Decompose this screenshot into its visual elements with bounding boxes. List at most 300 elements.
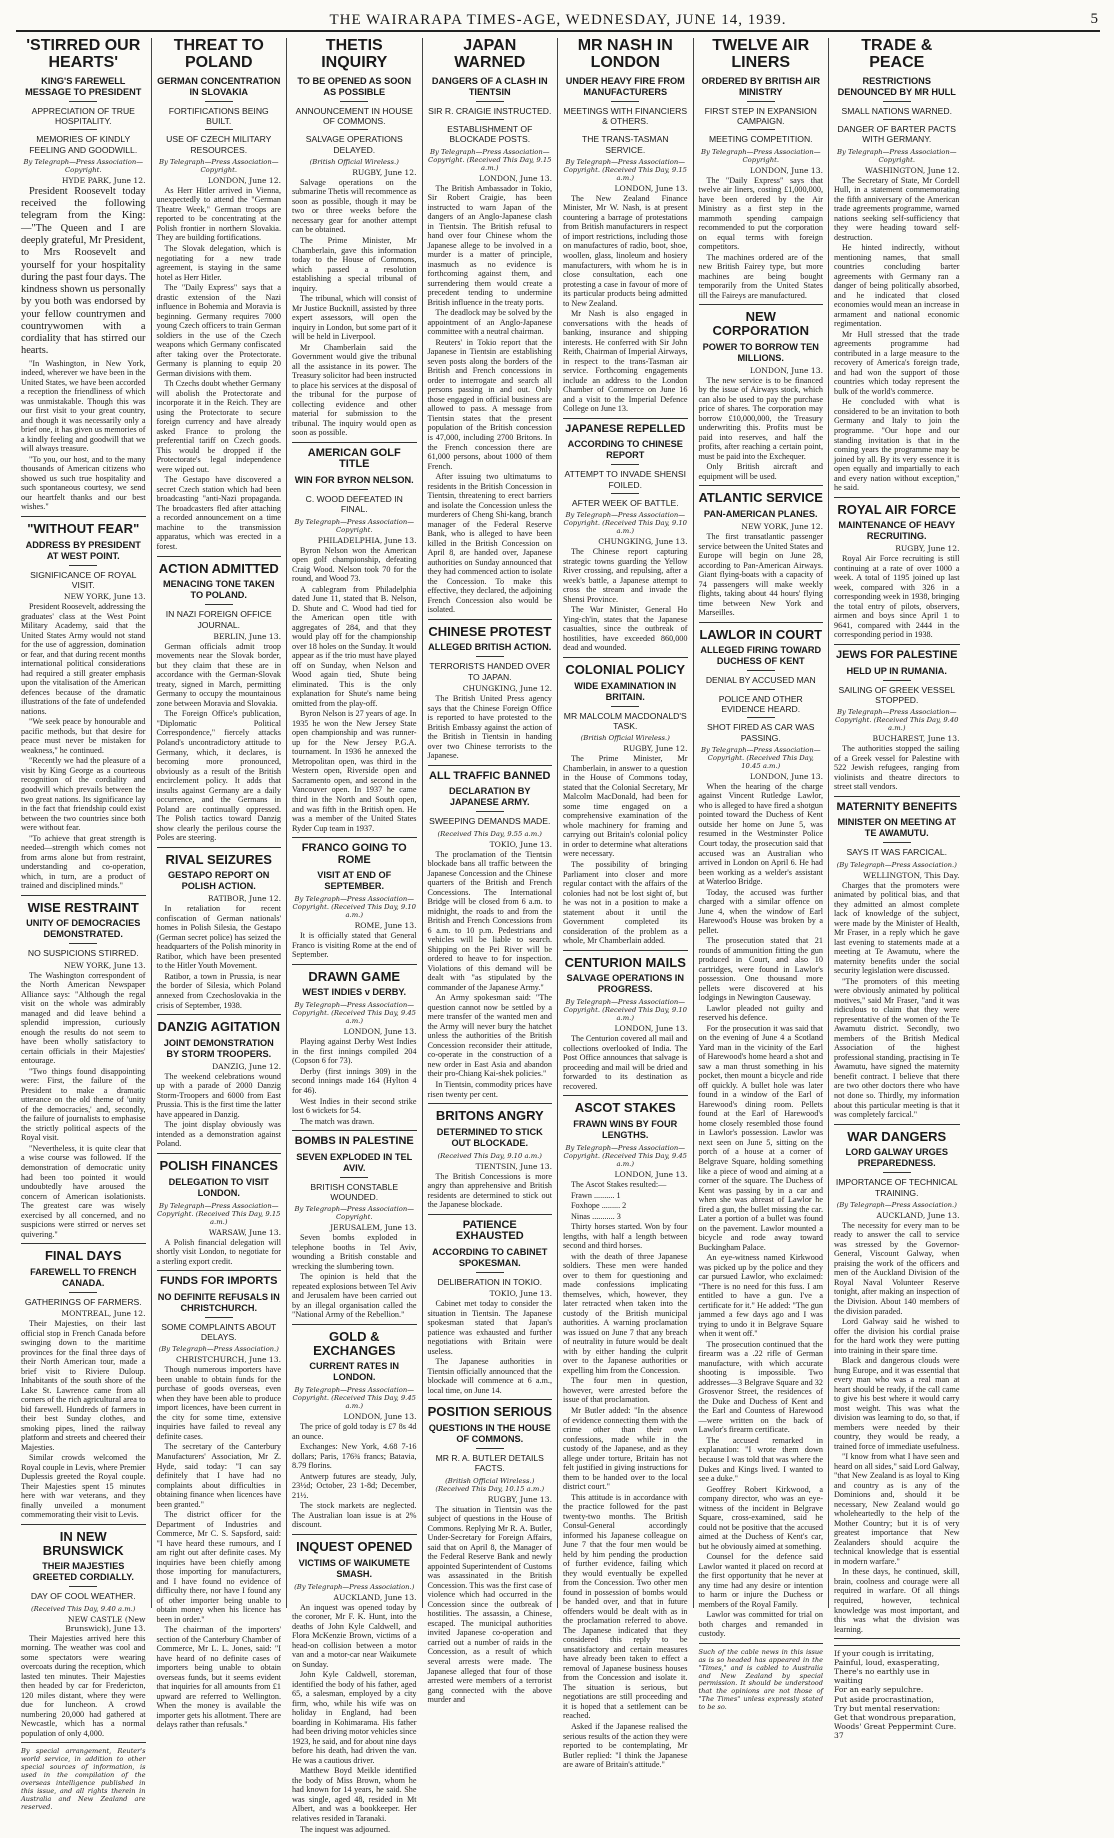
article-subheading: WIN FOR BYRON NELSON.	[294, 474, 414, 485]
article-paragraph: Byron Nelson won the American open golf championship, defeating Craig Wood. Nelson took 70 for the round, and Wood 73.	[292, 545, 417, 584]
article-subheading: UNDER HEAVY FIRE FROM MANUFACTURERS	[565, 75, 685, 97]
masthead	[16, 10, 1100, 32]
article-headline: LAWLOR IN COURT	[699, 626, 823, 642]
article-dateline: ROME, June 13.	[354, 921, 417, 931]
article-paragraph: The authorities stopped the sailing of a Greek vessel for Palestine with 522 Jewish refugees, ranging from violinists and theatre directors to street stall vendors.	[834, 744, 960, 792]
article-body	[428, 1299, 553, 1395]
article-credit: (By Telegraph—Press Association.)	[294, 1582, 415, 1591]
article-paragraph: The "Daily Express" says that twelve air liners, costing £1,000,000, have been ordered by the Air Ministry as a first step in the mammoth spending campaign recommended to put the corporation on equal terms with foreign competitors.	[698, 175, 823, 252]
article-paragraph: "Two things found disappointing were: First, the failure of the President to make a dramatic utterance on the old theme of 'unity of the democracies,' and, secondly, the failure of journalists to emphasise the strictly political aspects of the Royal visit.	[21, 1066, 146, 1143]
article-subheading: QUESTIONS IN THE HOUSE OF COMMONS.	[428, 1423, 551, 1445]
article-body	[563, 754, 688, 945]
article-paragraph: Playing against Derby West Indies in the first innings compiled 204 (Copson 6 for 73).	[292, 1037, 417, 1066]
article-body	[428, 850, 553, 1099]
article-paragraph: The British United Press agency says that the Chinese Foreign Office is reported to have protested to the British Embassy against the action of the British in Tientsin in handing over two Chinese terrorists to the Japanese.	[427, 694, 552, 761]
divider-rule	[476, 1272, 504, 1273]
article-paragraph: Black and dangerous clouds were hung Europe, and it was essential that every man who was a real man at heart should be ready, if the call came to give his best where it would carry most weight. This was what the division was learning to do, so that, if members were needed by their country, they would be ready, a trained force of immediate usefulness.	[834, 1356, 960, 1451]
article-paragraph: Lawlor pleaded not guilty and reserved his defence.	[698, 1003, 823, 1023]
divider-rule	[611, 706, 639, 707]
masthead-title: THE WAIRARAPA TIMES-AGE, WEDNESDAY, JUNE 14, 1939.	[329, 11, 787, 28]
divider-rule	[340, 129, 368, 130]
article-body	[699, 782, 824, 1639]
article-credit: By Telegraph—Press Association—Copyright.	[836, 147, 957, 164]
divider-rule	[883, 842, 911, 843]
article-headline: NEW CORPORATION	[712, 309, 810, 338]
article-paragraph: The four men in question, however, were arrested before the issue of that proclamation.	[563, 1376, 688, 1405]
article-paragraph: The match was drawn.	[300, 1116, 375, 1126]
article-paragraph: As Herr Hitler arrived in Vienna, unexpectedly to attend the "German Theatre Week," German troops are reported to be concentrating at the Polish frontier in northern Slovakia. They are building fortifications.	[156, 185, 281, 243]
article-headline: FUNDS FOR IMPORTS	[160, 1275, 278, 1288]
article-credit: By Telegraph—Press Association—Copyright. (Received This Day, 9.15 a.m.)	[563, 157, 687, 182]
article-headline: COLONIAL POLICY	[565, 661, 686, 677]
article-body	[563, 194, 688, 414]
article-subheading: KING'S FAREWELL MESSAGE TO PRESIDENT	[25, 75, 142, 97]
article-paragraph: Mr Hull stressed that the trade agreements programme had contributed in a large measure to the recovery of America's foreign trade, and had won the support of those countries which today represent the bulk of the world's commerce.	[834, 329, 960, 396]
article	[428, 1405, 553, 1708]
article-paragraph: An Army spokesman said: "The question cannot now be settled by a mere transfer of the wanted men and the Army will never bury the hatchet unless the authorities of the British Concession reconsider their attitude, co-operate in the construction of a new order in East Asia and abandon their pro-Chiang Kai-shek policies."	[427, 993, 552, 1079]
article-credit: By Telegraph—Press Association—Copyright.	[23, 157, 144, 174]
article-credit: By Telegraph—Press Association—Copyright.	[700, 147, 821, 164]
article-subheading: DECLARATION BY JAPANESE ARMY.	[449, 786, 531, 808]
article-paragraph: The joint display obviously was intended as a demonstration against Poland.	[156, 1120, 281, 1149]
article-body	[834, 744, 960, 792]
article-paragraph: "Nevertheless, it is quite clear that a wise course was followed. If the demonstration of democratic unity had been too pointed it would undoubtedly have aroused the concern of American isolationists. The greatest care was wisely exercised by all concerned, and no suspicions were stirred or nerves set quivering."	[21, 1143, 146, 1239]
article-paragraph: The district officer for the Department of Industries and Commerce, Mr C. S. Sapsford, said: "I have heard these rumours, and I am right out after definite cases. My inquiries have been chiefly among those importing for manufacturers, and I have found no evidence of difficulty there, nor have I found any of other importer being unable to obtain money when his licence has been in order."	[156, 1510, 281, 1624]
article-body	[699, 532, 824, 618]
article-paragraph: Similar crowds welcomed the Royal couple in Levis, where Premier Duplessis greeted the Royal couple. Their Majesties spent 15 minutes here with war veterans, and they finally unveiled a monument commemorating their visit to Levis.	[21, 1453, 146, 1520]
article-paragraph: The Gestapo have discovered a secret Czech station which had been broadcasting "anti-Nazi propaganda. The broadcasters fled after attaching a recorded announcement on a time machine to the transmission apparatus, which was erected in a forest.	[156, 475, 281, 551]
article-credit: By Telegraph—Press Association—Copyright. (Received This Day, 9.15 a.m.)	[157, 1201, 281, 1226]
article-paragraph: Seven bombs exploded in telephone booths in Tel Aviv, wounding a British constable and wrecking the slumbering town.	[292, 1233, 417, 1271]
article-headline: THETIS INQUIRY	[321, 37, 388, 71]
article-paragraph: West Indies in their second strike lost 6 wickets for 54.	[292, 1096, 417, 1116]
article-subheading: POWER TO BORROW TEN MILLIONS.	[702, 341, 819, 363]
article-headline: IN NEW BRUNSWICK	[42, 1528, 124, 1558]
article-subheading: VICTIMS OF WAIKUMETE SMASH.	[298, 1557, 410, 1579]
article-paragraph: Ratibor, a town in Prussia, is near the border of Silesia, which Poland annexed from Czechoslovakia in the crisis of September, 1938.	[156, 971, 281, 1010]
article-subheading: ORDERED BY BRITISH AIR MINISTRY	[701, 75, 820, 97]
article-subheading: JOINT DEMONSTRATION BY STORM TROOPERS.	[163, 1037, 274, 1059]
article-body	[21, 186, 146, 512]
article-headline: THREAT TO POLAND	[173, 37, 264, 71]
article-paragraph: The situation in Tientsin was the subject of questions in the House of Commons. Replying Mr R. A. Butler, Under-Secretary for Foreign Affairs, said that on April 8, the Manager of the Federal Reserve Bank and newly appointed Superintendent of Customs was assassinated in the British Concession. This was the first case of violence which had occurred in the Concession since the outbreak of hostilities. The assassin, a Chinese, escaped. The municipal authorities invited Japanese co-operation and carried out a number of raids in the Concession, as a result of which several arrests were made. The Japanese alleged that four of those arrested were members of a terrorist gang connected with the above murder and	[427, 1504, 552, 1705]
article-paragraph: Exchanges: New York, 4.68 7-16 dollars; Paris, 176¾ francs; Batavia, 8.79 florins.	[292, 1442, 417, 1471]
article-paragraph: The Foreign Office's publication, "Diplomatic Political Correspondence," fiercely attacks Poland's uncontradictory attitude to Germany, which, it declares, is becoming more pronounced, obviously as a result of the British encirclement policy. It adds that insults against Germany are a daily occurrence, and the Germans in Poland are continually oppressed. The Polish tactics toward Danzig show clearly the perilous course the Poles are steering.	[156, 709, 281, 843]
column-7	[829, 37, 965, 1741]
article-dateline: TOKIO, June 13.	[489, 1289, 552, 1299]
article-paragraph: John Kyle Caldwell, storeman, identified the body of his father, aged 65, a salesman, employed by a city firm, who, while his wife was on holiday in England, had been boarding in Kohimarama. His father had been driving motor vehicles since 1923, he said, and for about nine days before his death, had driven the van. He was a cautious driver.	[292, 1670, 417, 1765]
article-headline: ACTION ADMITTED	[158, 560, 279, 576]
article-dateline: LONDON, June 13.	[614, 183, 688, 193]
article-paragraph: The first transatlantic passenger service between the United States and Europe will begin on June 28, according to Pan-American Airways. Giant flying-boats with a capacity of 74 passengers will make weekly flights, taking about 44 hours' flying time between New York and Marseilles.	[698, 531, 823, 618]
column-2	[152, 37, 288, 1730]
divider-rule	[340, 1177, 368, 1178]
article-dateline: LONDON, June 13.	[749, 365, 823, 375]
divider-rule	[69, 565, 97, 566]
article-subheading: DAY OF COOL WEATHER.	[30, 1591, 136, 1602]
article-subheading: LORD GALWAY URGES PREPAREDNESS.	[845, 1147, 949, 1169]
article-credit: By Telegraph—Press Association—Copyright. (Received This Day, 9.10 a.m.)	[563, 998, 687, 1023]
article-headline: FINAL DAYS	[44, 1248, 122, 1264]
article-credit: By Telegraph—Press Association—Copyright. (Received This Day, 9.45 a.m.)	[563, 1144, 687, 1169]
article	[563, 663, 688, 951]
article-credit: (British Official Wireless.)	[580, 734, 670, 743]
article-body	[21, 1319, 146, 1520]
divider-rule	[69, 129, 97, 130]
article-headline: ASCOT STAKES	[574, 1100, 676, 1116]
article-credit: (By Telegraph—Press Association.)	[158, 1345, 279, 1354]
article-paragraph: The Slovak delegation, which is negotiating for a new trade agreement, is staying in the same hotel as Herr Hitler.	[156, 244, 281, 282]
article-subheading: GESTAPO REPORT ON POLISH ACTION.	[168, 870, 270, 892]
article	[21, 1530, 146, 1743]
article-subheading: ACCORDING TO CABINET SPOKESMAN.	[432, 1246, 548, 1268]
article-paragraph: The tribunal, which will consist of Mr Justice Bucknill, assisted by three expert assessors, will open the inquiry in London, but some part of it will be held in Liverpool.	[292, 294, 417, 342]
article-subheading: ALLEGED BRITISH ACTION.	[428, 642, 552, 653]
article-body	[563, 1034, 688, 1091]
article	[428, 1220, 553, 1401]
article-paragraph: The weekend celebrations wound up with a parade of 2000 Danzig Storm-Troopers and 6000 from East Prussia. This is the first time the latter have appeared in Danzig.	[156, 1071, 281, 1119]
column-3	[287, 37, 423, 1834]
article-headline: GOLD & EXCHANGES	[313, 1328, 396, 1358]
article-paragraph: President Roosevelt, addressing the graduates' class at the West Point Military Academy, said that the United States Army would not stand for the use of aggression, domination or fear, and that during recent months international political considerations had required a still greater emphasis upon the vitalisation of the American defences because of the dramatic illustrations of the fate of undefended nations.	[21, 602, 146, 716]
article-paragraph: Their Majesties arrived here this morning. The weather was cool and some spectators were wearing overcoats during the reception, which lasted ten minutes. Their Majesties then headed by car for Fredericton, 120 miles distant, where they were due for luncheon. A crowd numbering 20,000 had gathered at Newcastle, which has a normal population of only 4,000.	[21, 1633, 146, 1738]
article-body	[292, 546, 417, 833]
article-body	[428, 1172, 553, 1210]
article	[292, 970, 417, 1131]
divider-rule	[476, 656, 504, 657]
article-credit: By Telegraph—Press Association—Copyright. (Received This Day, 9.10 a.m.)	[292, 895, 416, 920]
article-paragraph: The machines ordered are of the new British Fairey type, but more machines are being bought temporarily from the United States till the Faireys are manufactured.	[698, 252, 823, 300]
article-dateline: AUCKLAND, June 13.	[333, 1592, 417, 1602]
article-paragraph: Frawn .......... 1	[571, 1190, 621, 1200]
article-subheading: APPRECIATION OF TRUE HOSPITALITY.	[31, 105, 135, 126]
article-subheading: SEVEN EXPLODED IN TEL AVIV.	[296, 1151, 413, 1173]
article	[834, 650, 960, 797]
article	[428, 625, 553, 766]
article-dateline: MONTREAL, June 12.	[61, 1309, 146, 1319]
article-headline: AMERICAN GOLF TITLE	[307, 446, 401, 471]
article-headline: MATERNITY BENEFITS	[836, 800, 958, 813]
article-paragraph: The necessity for every man to be ready to answer the call to service was stressed by the Governor-General, Viscount Galway, when praising the work of the officers and men of the Auckland Division of the Royal Naval Volunteer Reserve tonight, after making an inspection of the Division. About 140 members of the division paraded.	[834, 1220, 960, 1316]
article-body	[428, 1505, 553, 1705]
divider-rule	[747, 129, 775, 130]
article-credit: (Received This Day, 9.55 a.m.)	[437, 829, 542, 838]
article-subheading: ANNOUNCEMENT IN HOUSE OF COMMONS.	[295, 105, 413, 126]
article-subheading: WEST INDIES v DERBY.	[302, 987, 407, 998]
article-subheading: MEETINGS WITH FINANCIERS & OTHERS.	[563, 105, 688, 126]
article-body	[21, 971, 146, 1239]
article-credit: By Telegraph—Press Association—Copyright. (Received This Day, 9.45 a.m.)	[292, 1001, 416, 1026]
article-dateline: JERUSALEM, June 13.	[330, 1223, 417, 1233]
article-subheading: RESTRICTIONS DENOUNCED BY MR HULL	[837, 75, 956, 97]
column-footnote: By special arrangement, Reuter's world service, in addition to other special sources of information, is used in the compilation of the overseas intelligence published in this issue, and all rights therein in Australia and New Zealand are reserved.	[21, 1747, 146, 1811]
article-subheading: MENACING TONE TAKEN TO POLAND.	[163, 579, 275, 601]
article-paragraph: "In Washington, in New York, indeed, wherever we have been in the United States, we have been accorded a reception the friendliness of which was unmistakable. Though this was our first visit to your great country, and though it was necessarily only a brief one, it has given us memories of a kindly feeling and goodwill that we will always treasure.	[21, 358, 146, 454]
divider-rule	[205, 604, 233, 605]
article-body	[292, 1422, 417, 1530]
article-paragraph: The Washington correspondent of the North American Newspaper Alliance says: "Although the regal visit on the whole was admirably managed and did leave behind a splendid impression, curiously enough the results do not seem to have been wholly satisfactory to certain officials in their Majesties' entourage.	[21, 970, 146, 1066]
article	[292, 448, 417, 838]
article-body	[157, 904, 282, 1010]
article-dateline: RUGBY, June 12.	[895, 544, 960, 554]
article-paragraph: The Secretary of State, Mr Cordell Hull, in a statement commemorating the fifth anniversary of the American trade agreements programme, warned nations seeking self-sufficiency that they were heading toward self-destruction.	[834, 175, 960, 242]
article-subheading: POLICE AND OTHER EVIDENCE HEARD.	[718, 693, 803, 714]
article-body	[834, 881, 960, 1120]
article-paragraph: Cabinet met today to consider the situation in Tientsin. The Japanese spokesman stated that Japan's patience was exhausted and further negotiations with Britain were useless.	[427, 1299, 552, 1356]
divider-rule	[747, 689, 775, 690]
article-paragraph: Mr Butler added: "In the absence of evidence connecting them with the crime other than their own confessions, made while in the custody of the Japanese, and as they allege under torture, Britain has not felt justified in giving instructions for them to be handed over to the local district court."	[563, 1405, 688, 1492]
article-paragraph: The "Daily Express" says that a drastic extension of the Nazi influence in Bohemia and Moravia is beginning. Germany requires 7000 young Czech officers to train German soldiers in the use of the Czech weapons which Germany confiscated after taking over the Protectorate. Germany is planning to equip 20 German divisions with them.	[156, 283, 281, 378]
article-dateline: NEW YORK, June 13.	[63, 592, 146, 602]
article-subheading: SALVAGE OPERATIONS DELAYED.	[305, 134, 403, 155]
column-4	[423, 37, 559, 1705]
article-subheading: SAILING OF GREEK VESSEL STOPPED.	[838, 684, 956, 705]
article-headline: "WITHOUT FEAR"	[27, 520, 140, 536]
divider-rule	[69, 1292, 97, 1293]
article-headline: CHINESE PROTEST	[428, 623, 552, 639]
article-credit: By Telegraph—Press Association—Copyright. (Received This Day, 9.40 a.m.)	[835, 708, 959, 733]
article-subheading: TERRORISTS HANDED OVER TO JAPAN.	[429, 661, 551, 682]
article	[292, 1540, 417, 1838]
article	[563, 1101, 688, 1773]
article-dateline: LONDON, June 13.	[343, 1027, 417, 1037]
article-subheading: SALVAGE OPERATIONS IN PROGRESS.	[566, 973, 684, 995]
article-dateline: RATIBOR, June 12.	[207, 894, 281, 904]
divider-rule	[205, 129, 233, 130]
verse-line: Put aside procrastination,	[834, 1694, 934, 1704]
article-paragraph: The price of gold today is £7 8s 4d an ounce.	[292, 1422, 417, 1441]
article-credit: By Telegraph—Press Association—Copyright. (Received This Day, 10.45 a.m.)	[700, 745, 821, 770]
article-subheading: BRITISH CONSTABLE WOUNDED.	[310, 1181, 399, 1202]
article-paragraph: The Centurion covered all mail and collections overlooked of India. The Post Office announces that salvage is proceeding and mail will be dried and forwarded to its destination as recovered.	[563, 1034, 688, 1091]
article-subheading: DETERMINED TO STICK OUT BLOCKADE.	[436, 1126, 543, 1148]
article-headline: PATIENCE EXHAUSTED	[455, 1218, 524, 1243]
article-subheading: SIGNIFICANCE OF ROYAL VISIT.	[30, 569, 137, 590]
article-credit: (By Telegraph—Press Association.)	[836, 1200, 957, 1209]
article	[428, 38, 553, 620]
article	[834, 38, 960, 498]
article-subheading: CURRENT RATES IN LONDON.	[309, 1361, 400, 1383]
article-dateline: NEW CASTLE (New Brunswick), June 13.	[65, 1614, 146, 1633]
article	[834, 1130, 960, 1640]
article	[292, 38, 417, 443]
article-body	[157, 1365, 282, 1730]
divider-rule	[611, 101, 639, 102]
article-subheading: USE OF CZECH MILITARY RESOURCES.	[166, 134, 272, 155]
article-body	[157, 642, 282, 843]
article-credit: (British Official Wireless.) (Received This Day, 10.15 a.m.)	[435, 1476, 545, 1493]
article-paragraph: Their Majesties, on their last official stop in French Canada before swinging down to the maritime provinces for the final three days of their North American tour, made a brief visit to Riviere Duloup. Inhabitants of the south shore of the Lake St. Lawrence came from all corners of the rich agricultural area to bid farewell. Hundreds of farmers in their best Sunday clothes, and smoking pipes, lined the railway platform and streets and cheered their Majesties.	[21, 1319, 146, 1452]
article-body	[428, 694, 553, 761]
article-headline: JAPAN WARNED	[454, 37, 526, 71]
article-paragraph: A Polish financial delegation will shortly visit London, to negotiate for a sterling export credit.	[156, 1237, 281, 1266]
article-subheading: FRAWN WINS BY FOUR LENGTHS.	[573, 1119, 678, 1141]
article-headline: TWELVE AIR LINERS	[712, 37, 810, 71]
article-subheading: GERMAN CONCENTRATION IN SLOVAKIA	[157, 75, 281, 97]
article-paragraph: Lord Galway said he wished to offer the division his cordial praise for the hard work they were putting into training in their spare time.	[834, 1317, 960, 1355]
article-paragraph: Charges that the promoters were animated by political bias, and that they admitted an almost complete lack of knowledge of the subject, were made by the Minister of Health, Mr Fraser, in a reply which he gave last evening to statements made at a meeting at Te Awamutu, where the maternity benefits under the social security legislation were discussed.	[834, 880, 960, 976]
article-subheading: DANGERS OF A CLASH IN TIENTSIN	[431, 75, 548, 97]
article-subheading: DELIBERATION IN TOKIO.	[437, 1276, 543, 1287]
article-subheading: THEIR MAJESTIES GREETED CORDIALLY.	[32, 1561, 134, 1583]
divider-rule	[69, 1586, 97, 1587]
article-dateline: DANZIG, June 12.	[212, 1061, 281, 1071]
article-headline: WISE RESTRAINT	[27, 899, 139, 915]
article-subheading: SHOT FIRED AS CAR WAS PASSING.	[707, 722, 815, 743]
article-paragraph: The Prime Minister, Mr Chamberlain, in answer to a question in the House of Commons today, stated that the Colonial Secretary, Mr Malcolm MacDonald, had been for some time engaged on a comprehensive examination of the whole machinery for framing and carrying out Britain's colonial policy in order to determine what alterations were necessary.	[563, 754, 688, 859]
article-dateline: CHUNGKING, June 13.	[598, 537, 688, 547]
article	[563, 38, 688, 419]
article-subheading: ADDRESS BY PRESIDENT AT WEST POINT.	[25, 539, 141, 561]
article-headline: ALL TRAFFIC BANNED	[429, 769, 551, 782]
article	[699, 38, 824, 305]
article-credit: By Telegraph—Press Association—Copyright.	[294, 1205, 415, 1222]
article-paragraph: The secretary of the Canterbury Manufacturers' Association, Mr Z. Hyde, said today: "I can say definitely that I have had no complaints about difficulties in obtaining finance when licences have been granted."	[156, 1442, 281, 1509]
article-subheading: NO DEFINITE REFUSALS IN CHRISTCHURCH.	[157, 1291, 280, 1313]
article-paragraph: Mr Chamberlain said the Government would give the tribunal all the assistance in its power. The Treasury solicitor had been instructed to place his services at the disposal of the tribunal for the purpose of collecting evidence and other material for submission to the tribunal. The inquiry would open as soon as possible.	[292, 342, 417, 438]
article-paragraph: An inquest was opened today by the coroner, Mr F. K. Hunt, into the deaths of John Kyle Caldwell, and Flora McKenzie Brown, victims of a head-on collision between a motor van and a motor-car near Waikumete on Sunday.	[292, 1602, 417, 1669]
article-headline: MR NASH IN LONDON	[577, 37, 673, 71]
advertisement-verse	[834, 1645, 960, 1740]
divider-rule	[340, 489, 368, 490]
article-paragraph: The War Minister, General Ho Ying-ch'in, states that the Japanese casualties, since the outbreak of hostilities, have exceeded 860,000 dead and wounded.	[563, 605, 688, 653]
verse-line: Try but mental reservation:	[834, 1703, 941, 1713]
article-credit: By Telegraph—Press Association—Copyright. (Received This Day, 9.10 a.m.)	[563, 511, 687, 536]
article-subheading: DELEGATION TO VISIT LONDON.	[168, 1176, 269, 1198]
article-headline: ROYAL AIR FORCE	[837, 501, 957, 517]
article-subheading: HELD UP IN RUMANIA.	[846, 665, 947, 676]
article-subheading: C. WOOD DEFEATED IN FINAL.	[305, 493, 403, 515]
article-headline: ATLANTIC SERVICE	[698, 490, 823, 506]
article-paragraph: For the prosecution it was said that on the evening of June 4 a Scotland Yard man in the vicinity of the Earl of Harewood's home heard a shot and saw a man thrust something in his pocket, then mount a bicycle and ride off quickly. A bullet hole was later found in a window of the Earl of Harewood's dining room. Pellets found at the Earl of Harewood's home closely resembled those found in Lawlor's possession. Lawlor was next seen on June 5, sitting on the porch of a house at a corner of Belgrave Square, holding something like a piece of wood and aiming at a corner of the square. The Duchess of Kent was passing by in a car and when she was abreast of Lawlor he fired a gun, the bullet missing the car. Later a portion of a bullet was found on the pavement. Lawlor mounted a bicycle and rode away toward Buckingham Palace.	[698, 1023, 823, 1252]
article-paragraph: The British Ambassador in Tokio, Sir Robert Craigie, has been instructed to warn Japan of the dangers of an Anglo-Japanese clash in Tientsin. The British refusal to hand over four Chinese whom the Japanese allege to be involved in a murder is a matter of principle, inasmuch as no evidence is forthcoming against them, and surrendering them would create a precedent tending to undermine British influence in the treaty ports.	[427, 183, 552, 307]
article-paragraph: "I know from what I have seen and heard on all sides," said Lord Galway, "that New Zealand is as loyal to King and country as is any of the Dominions and, should it be necessary, New Zealand would go wholeheartedly to the help of the Mother Country; but it is of very greatest importance that New Zealanders should acquire the technical knowledge that is essential in modern warfare."	[834, 1452, 960, 1566]
column-footnote: Such of the cable news in this issue as is so headed has appeared in the "Times," and is cabled to Australia and New Zealand by special permission. It should be understood that the opinions are not those of "The Times" unless expressly stated to be so.	[698, 1647, 823, 1712]
article-paragraph: The proclamation of the Tientsin blockade bans all traffic between the Japanese Concession and the Chinese quarters of the British and French Concessions. The International Bridge will be closed from 6 a.m. to midnight, the roads to and from the British and French Concessions from 6 a.m. to 10 p.m. Pedestrians and vehicles will be liable to search. Shipping on the Pei River will be ordered to heave to for inspection. Violations of this demand will be dealt with "as stipulated by the commander of the Japanese Army."	[427, 849, 552, 992]
article-dateline: LONDON, June 12.	[207, 175, 281, 185]
article-credit: (British Official Wireless.)	[309, 157, 399, 166]
article	[157, 1159, 282, 1271]
divider-rule	[747, 101, 775, 102]
article-paragraph: Th Czechs doubt whether Germany will abolish the Protectorate and incorporate it in the Reich. They are using the Protectorate to secure foreign currency and have already asked France to prolong the preferential tariff on Czech goods. This would be dropped if the Protectorate's legal independence were wiped out.	[156, 379, 281, 474]
verse-line: If your cough is irritating,	[834, 1649, 934, 1659]
article-paragraph: An eye-witness named Kirkwood was picked up by the police and they car pursued Lawlor, who exclaimed: "There is no need for this fuss. I am entitled to have a gun. I've a certificate for it." He added: "The gun jammed a few days ago and I was trying to undo it in Belgrave Square when it went off."	[698, 1253, 823, 1339]
article-subheading: IN NAZI FOREIGN OFFICE JOURNAL.	[165, 609, 272, 630]
article-paragraph: A cablegram from Philadelphia dated June 11, stated that B. Nelson, D. Shute and C. Wood had tied for the American open title with aggregates of 284, and that they would play off for the championship over 18 holes on the Sunday. It would appear as if the trio must have played off on Sunday, when Nelson and Wood again tied, Shute being eliminated. This is the only explanation for Shute's name being omitted from the play-off.	[292, 584, 417, 708]
article-body	[157, 1072, 282, 1149]
article-dateline: BUCHAREST, June 13.	[872, 734, 960, 744]
article-subheading: MAINTENANCE OF HEAVY RECRUITING.	[838, 520, 956, 542]
article-headline: 'STIRRED OUR HEARTS'	[26, 37, 141, 71]
article-body	[292, 1603, 417, 1834]
article-subheading: FORTIFICATIONS BEING BUILT.	[168, 105, 269, 126]
article	[157, 1020, 282, 1154]
article-paragraph: "To achieve that great strength is needed—strength which comes not from arms alone but from restraint, understanding and co-operation, which, in turn, are a product of trained and disciplined minds."	[21, 833, 146, 891]
article-paragraph: "The promoters of this meeting were obviously animated by political motives," said Mr Fraser, "and it was ridiculous to claim that they were representative of the women of the Te Awamutu district. Secondly, two members of the British Medical Association of the highest professional standing, practising in Te Awamutu, have signed the maternity benefit contract. I believe that there are two other doctors there who have not done so. Thirdly, my information about this particular meeting is that it was completely farcical."	[834, 976, 960, 1120]
article-paragraph: Derby (first innings 309) in the second innings made 164 (Hylton 4 for 46).	[292, 1066, 417, 1095]
divider-rule	[883, 1172, 911, 1173]
article-paragraph: Today, the accused was further charged with a similar offence on June 4, when the window of Earl Harewood's House was broken by a pellet.	[698, 887, 823, 935]
article	[563, 424, 688, 658]
article-subheading: SAYS IT WAS FARCICAL.	[846, 847, 948, 858]
article-subheading: SIR R. CRAIGIE INSTRUCTED.	[428, 105, 552, 116]
article-dateline: LONDON, June 13.	[614, 1024, 688, 1034]
article-paragraph: "To you, our host, and to the many thousands of American citizens who showed us such true hospitality and such spontaneous courtesy, we send our heartfelt thanks and our best wishes."	[21, 454, 146, 512]
article	[428, 1109, 553, 1215]
article-subheading: ESTABLISHMENT OF BLOCKADE POSTS.	[447, 123, 533, 145]
article-subheading: UNITY OF DEMOCRACIES DEMONSTRATED.	[26, 918, 141, 940]
article-credit: By Telegraph—Press Association—Copyright. (Received This Day, 9.15 a.m.)	[428, 147, 552, 172]
article-subheading: VISIT AT END OF SEPTEMBER.	[317, 870, 392, 892]
article	[21, 1249, 146, 1525]
article-paragraph: Ninas ........... 3	[571, 1211, 621, 1221]
article-body	[834, 554, 960, 640]
article-paragraph: In these days, he continued, skill, brain, coolness and courage were all required in warfare. Of all things required, however, technical knowledge was most important, and this was what the division was learning.	[834, 1567, 960, 1634]
article-dateline: LONDON, June 13.	[749, 165, 823, 175]
article-dateline: WELLINGTON, This Day.	[863, 870, 960, 880]
article	[834, 503, 960, 645]
article-credit: (Received This Day, 9.40 a.m.)	[31, 1604, 136, 1613]
article-paragraph: This attitude is in accordance with the practice followed for the past twenty-two months. The British Consul-General accordingly informed his Japanese colleague on June 7 that the four men would be held by him pending the production of further evidence, failing which they would eventually be expelled from the Concession. Two other men found in possession of bombs would be handed over, and that in future offenders would be dealt with as in the proclamation referred to above. The Japanese indicated that they considered this reply to be unsatisfactory and certain measures have already been taken to effect a removal of Japanese business houses from the Concession and isolate it. The situation is serious, but negotiations are still proceeding and it is hoped that a settlement can be reached.	[563, 1492, 688, 1721]
article-subheading: MR MALCOLM MACDONALD'S TASK.	[563, 710, 687, 731]
article-body	[21, 602, 146, 890]
article-subheading: ACCORDING TO CHINESE REPORT	[567, 439, 683, 461]
article-credit: By Telegraph—Press Association—Copyright.	[294, 517, 415, 534]
article-paragraph: Antwerp futures are steady, July, 23½d; October, 23 1-8d; December, 21½.	[292, 1471, 417, 1500]
divider-rule	[476, 119, 504, 120]
article-paragraph: Geoffrey Robert Kirkwood, a company director, who was an eye-witness of the incident in Belgrave Square, cross-examined, said he could not be positive that the accused aimed at the Duchess of Kent's car, but he obviously aimed at something.	[698, 1484, 823, 1551]
article-subheading: DANGER OF BARTER PACTS WITH GERMANY.	[837, 123, 957, 145]
article-dateline: HYDE PARK, June 12.	[61, 175, 146, 185]
article-dateline: RUGBY, June 12.	[352, 167, 417, 177]
article-paragraph: Only British aircraft and equipment will be used.	[698, 462, 823, 481]
divider-rule	[69, 101, 97, 102]
article-subheading: MEETING COMPETITION.	[708, 134, 813, 145]
article-dateline: LONDON, June 13.	[343, 1412, 417, 1422]
article-paragraph: Salvage operations on the submarine Thetis will recommence as soon as possible, though it may be two or three weeks before the necessary gear for another attempt can be obtained.	[292, 177, 417, 235]
article-subheading: IMPORTANCE OF TECHNICAL TRAINING.	[835, 1177, 958, 1198]
article-headline: BRITONS ANGRY	[435, 1108, 544, 1124]
article-paragraph: The prosecution continued that the firearm was a .22 rifle of German manufacture, with which accurate shooting is impossible. Two addresses—3 Belgrave Square and 32 Grosvenor Street, the residences of the Duke and Duchess of Kent and the Earl and Countess of Harewood—were written on the back of Lawlor's firearm certificate.	[698, 1339, 823, 1435]
article-paragraph: Lawlor was committed for trial on both charges and remanded in custody.	[698, 1610, 823, 1639]
article-dateline: WASHINGTON, June 12.	[864, 165, 960, 175]
article-paragraph: President Roosevelt today received the following telegram from the King:—"The Queen and I are deeply grateful, Mr President, to Mrs Roosevelt and yourself for your hospitality during the past four days. The kindness shown us personally by you both was endorsed by your fellow countrymen and countrywomen with a cordiality that has stirred our hearts.	[21, 185, 146, 357]
article-credit: (By Telegraph—Press Association.)	[836, 860, 957, 869]
article-subheading: TO BE OPENED AS SOON AS POSSIBLE	[297, 75, 412, 97]
divider-rule	[883, 119, 911, 120]
verse-line: For an early sepulchre.	[834, 1685, 924, 1695]
divider-rule	[747, 717, 775, 718]
article-headline: POLISH FINANCES	[159, 1157, 278, 1173]
article-body	[834, 1221, 960, 1634]
article-credit: By Telegraph—Press Association—Copyright.	[158, 157, 279, 174]
article-subheading: ATTEMPT TO INVADE SHENSI FOILED.	[564, 469, 686, 490]
article-body	[699, 376, 824, 482]
article-headline: INQUEST OPENED	[296, 1538, 413, 1554]
article-headline: POSITION SERIOUS	[427, 1404, 552, 1420]
article-paragraph: When the hearing of the charge against Vincent Rutledge Lawlor, who is alleged to have fired a shotgun pointed toward the Duchess of Kent outside her home on June 5, was resumed in the Westminster Police Court today, the prosecution said that accused was an Australian who arrived in London on April 6. He had been working as a welder's assistant at Waterloo Bridge.	[698, 781, 823, 887]
article-paragraph: The Chinese report capturing strategic towns guarding the Yellow River crossing, and repulsing, after a week's battle, a Japanese attempt to cross the stream and invade the Shensi Province.	[563, 547, 688, 604]
article-dateline: CHUNGKING, June 12.	[462, 684, 552, 694]
article-headline: JEWS FOR PALESTINE	[836, 648, 958, 661]
article-headline: FRANCO GOING TO ROME	[301, 842, 407, 866]
article-paragraph: Reuters' in Tokio report that the Japanese in Tientsin are establishing seven posts along the borders of the British and French concessions in order to interrogate and search all persons passing in and out. Only those engaged in official business are allowed to pass. A message from Tientsin states that the present population of the British concession is 47,000, including 2700 Britons. In the French concession there are 61,000 persons, about 1000 of them French.	[427, 337, 552, 471]
article-paragraph: Byron Nelson is 27 years of age. In 1935 he won the New Jersey State open championship and was runner-up for the New Jersey P.G.A. tournament. In 1936 he annexed the Metropolitan open, was third in the Western open, Riverside open and Sacramento open, and second in the Vancouver open. In 1937 he came third in the North and South open, and was fifth in the British open. He was a member of the United States Ryder Cup team in 1937.	[292, 709, 417, 833]
article-subheading: FIRST STEP IN EXPANSION CAMPAIGN.	[704, 105, 817, 126]
article-paragraph: The prosecution stated that 21 rounds of ammunition fitting the gun produced in Court, and also 10 cartridges, were found in Lawlor's possession. One thousand more pellets were discovered at his lodgings in Newington Causeway.	[698, 936, 823, 1003]
article-subheading: WIDE EXAMINATION IN BRITAIN.	[574, 680, 677, 702]
article-dateline: TIENTSIN, June 13.	[475, 1161, 552, 1171]
